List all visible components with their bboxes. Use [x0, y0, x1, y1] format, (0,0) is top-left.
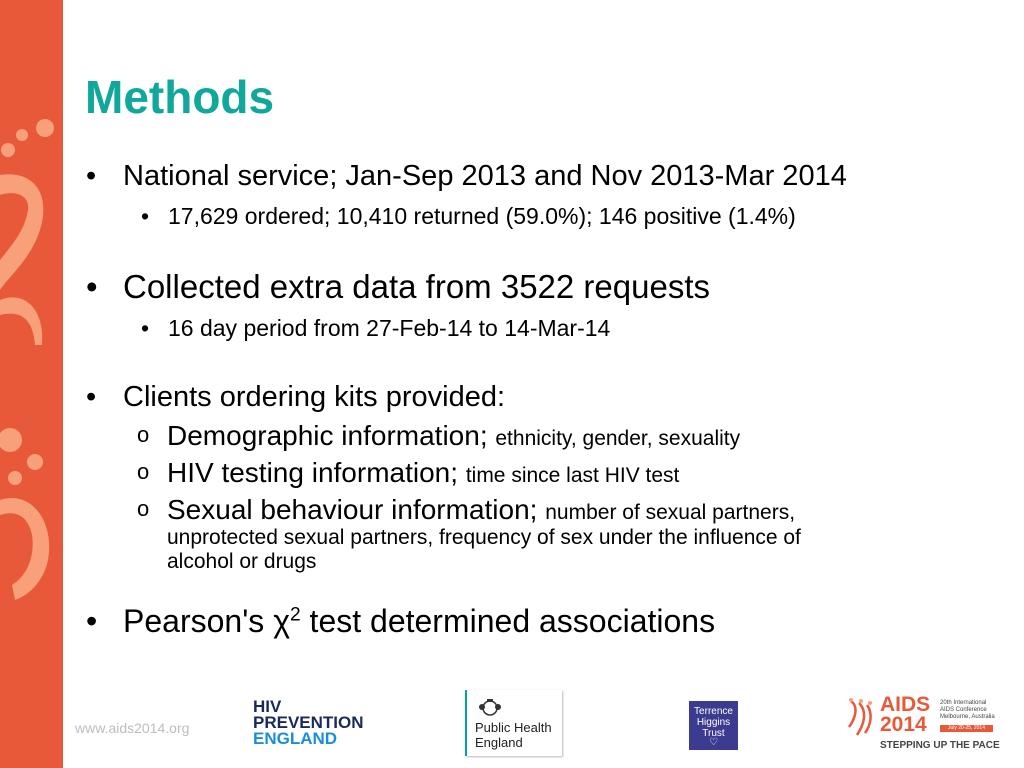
bullet-marker: • — [86, 268, 98, 305]
sub-item-continuation-2: alcohol or drugs — [167, 550, 317, 573]
circle-marker: o — [137, 459, 150, 484]
logo-info: AIDS Conference — [940, 707, 987, 713]
royal-crest-icon — [477, 698, 503, 718]
bullet-text: National service; Jan-Sep 2013 and Nov 2013-Mar 2014 — [123, 160, 847, 192]
superscript-two: 2 — [289, 604, 301, 626]
sub-item-continuation-1: unprotected sexual partners, frequency of sex under the influence of — [167, 526, 801, 549]
logo-line: AIDS — [880, 693, 931, 716]
bullet-marker: • — [86, 603, 98, 639]
aids-2014-logo — [845, 693, 1000, 755]
logo-line: Trust — [702, 728, 725, 739]
item-label: HIV testing information; — [167, 457, 459, 488]
item-detail: number of sexual partners, — [545, 501, 796, 524]
slide-title: Methods — [85, 71, 275, 123]
terrence-higgins-trust-logo — [689, 701, 738, 750]
logo-line: Public Health — [475, 720, 552, 735]
bullet-text: Collected extra data from 3522 requests — [123, 268, 710, 305]
logo-info: 20th International — [940, 700, 987, 706]
logo-line: PREVENTION — [253, 713, 364, 732]
bullet-marker: • — [86, 160, 97, 192]
logo-info: Melbourne, Australia — [940, 714, 995, 720]
bullet-text: Clients ordering kits provided: — [123, 381, 506, 413]
bullet-marker: • — [141, 203, 150, 229]
logo-line: ENGLAND — [253, 729, 338, 748]
bullet-text: 16 day period from 27-Feb-14 to 14-Mar-14 — [168, 315, 611, 341]
decorative-sidebar — [0, 0, 63, 768]
logo-line: 2014 — [880, 713, 927, 736]
logo-line: HIV — [253, 697, 282, 716]
conference-tagline: STEPPING UP THE PACE — [880, 740, 1000, 751]
circle-marker: o — [137, 496, 150, 521]
logo-line: Higgins — [696, 717, 731, 728]
logo-line: Terrence — [694, 706, 733, 717]
conference-dates: July 20-25, 2014 — [940, 725, 993, 732]
heart-icon: ♡ — [709, 737, 718, 748]
public-health-england-logo — [465, 690, 562, 756]
bullet-marker: • — [141, 315, 150, 341]
item-label: Demographic information; — [167, 420, 488, 451]
hiv-prevention-england-logo — [253, 699, 364, 747]
item-detail: time since last HIV test — [465, 464, 680, 487]
bullet-text: 17,629 ordered; 10,410 returned (59.0%); 146 positive (1.4%) — [168, 203, 796, 229]
footprint-artwork — [0, 0, 63, 768]
item-label: Sexual behaviour information; — [167, 494, 538, 525]
pearson-prefix: Pearson's χ — [123, 603, 290, 639]
figure-icon — [845, 697, 877, 739]
pearson-suffix: test determined associations — [300, 603, 716, 639]
item-detail: ethnicity, gender, sexuality — [495, 427, 741, 450]
circle-marker: o — [137, 422, 150, 447]
bullet-marker: • — [86, 381, 97, 413]
footer-url[interactable]: www.aids2014.org — [75, 720, 190, 736]
logo-line: England — [475, 735, 523, 750]
